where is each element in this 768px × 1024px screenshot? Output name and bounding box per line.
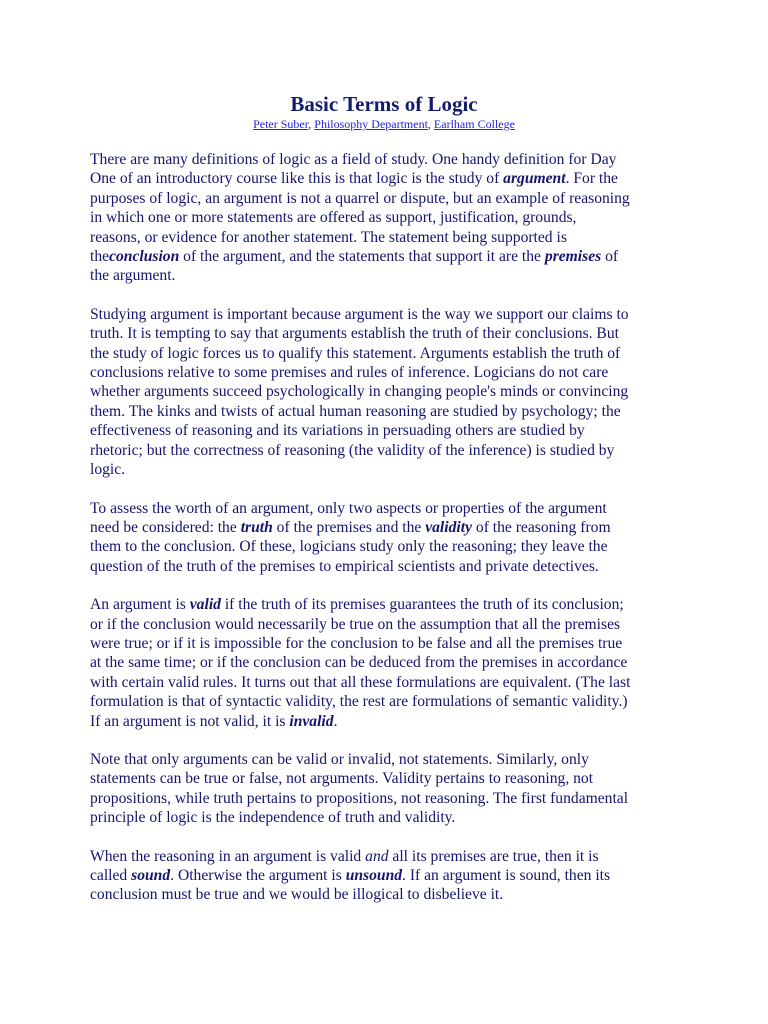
byline-separator: , xyxy=(427,117,434,131)
college-link[interactable]: Earlham College xyxy=(433,117,515,131)
text-line xyxy=(90,750,680,769)
text-line xyxy=(90,363,680,382)
text-line xyxy=(90,169,680,188)
text-run: . For the xyxy=(565,170,618,188)
byline xyxy=(0,117,768,131)
text-run: need be considered: the xyxy=(90,518,241,536)
text-run: them. The kinks and twists of actual human reasoning are studied by psychology; the xyxy=(90,402,621,420)
text-line xyxy=(90,692,680,711)
text-run: purposes of logic, an argument is not a quarrel or dispute, but an example of reasoning xyxy=(90,189,630,207)
text-run: at the same time; or if the conclusion can be deduced from the premises in accordance xyxy=(90,654,628,672)
text-run: the study of logic forces us to qualify this statement. Arguments establish the truth of xyxy=(90,344,621,362)
text-line xyxy=(90,441,680,460)
text-run: Note that only arguments can be valid or invalid, not statements. Similarly, only xyxy=(90,750,589,768)
text-line xyxy=(90,499,680,518)
text-line xyxy=(90,228,680,247)
key-term: sound xyxy=(131,867,171,884)
text-line xyxy=(90,557,680,576)
text-run: . Otherwise the argument is xyxy=(170,867,346,884)
text-line xyxy=(90,789,680,808)
text-run: the xyxy=(90,248,110,266)
text-line xyxy=(90,189,680,208)
text-run: rhetoric; but the correctness of reasoning (the validity of the inference) is studied by xyxy=(90,441,615,459)
text-run: of the argument, and the statements that support it are the xyxy=(179,248,545,266)
text-run: effectiveness of reasoning and its variations in persuading others are studied by xyxy=(90,422,585,440)
text-run: of the premises and the xyxy=(272,518,426,536)
text-run: principle of logic is the independence of truth and validity. xyxy=(90,809,456,827)
text-line xyxy=(90,712,680,731)
text-run: in which one or more statements are offered as support, justification, grounds, xyxy=(90,209,577,227)
key-term: valid xyxy=(189,596,221,614)
key-term: validity xyxy=(425,518,472,536)
text-run: were true; or if it is impossible for the conclusion to be false and all the premises true xyxy=(90,634,623,652)
paragraph xyxy=(90,305,680,480)
text-line xyxy=(90,634,680,653)
text-line xyxy=(90,653,680,672)
paragraph xyxy=(90,595,680,731)
text-run: conclusion must be true and we would be illogical to disbelieve it. xyxy=(90,886,504,904)
text-run: If an argument is not valid, it is xyxy=(90,712,290,730)
text-run: When the reasoning in an argument is valid xyxy=(90,847,366,865)
text-line xyxy=(90,673,680,692)
text-line xyxy=(90,305,680,324)
text-line xyxy=(90,247,680,266)
text-run: whether arguments succeed psychologically in changing people's minds or convincing xyxy=(90,383,629,401)
text-line xyxy=(90,460,680,479)
text-run: with certain valid rules. It turns out that all these formulations are equivalent. (The last xyxy=(90,673,631,691)
text-line xyxy=(90,595,680,614)
text-run: logic. xyxy=(90,461,126,479)
paragraph xyxy=(90,750,680,828)
text-run: . xyxy=(333,712,338,730)
author-link[interactable]: Peter Suber xyxy=(253,117,309,131)
text-run: conclusions relative to some premises and rules of inference. Logicians do not care xyxy=(90,364,609,382)
paragraph xyxy=(90,847,680,905)
text-run: Studying argument is important because argument is the way we support our claims to xyxy=(90,305,629,323)
text-line xyxy=(90,150,680,169)
text-run: . If an argument is sound, then its xyxy=(402,867,611,884)
key-term: conclusion xyxy=(109,248,180,266)
text-run: all its premises are true, then it is xyxy=(388,847,599,865)
text-line xyxy=(90,382,680,401)
text-line xyxy=(90,266,680,285)
text-line xyxy=(90,344,680,363)
text-line xyxy=(90,866,680,885)
text-line xyxy=(90,615,680,634)
text-run: propositions, while truth pertains to propositions, not reasoning. The first fundamental xyxy=(90,789,629,807)
text-run: statements can be true or false, not arguments. Validity pertains to reasoning, not xyxy=(90,770,594,788)
text-run: There are many definitions of logic as a field of study. One handy definition for Day xyxy=(90,151,617,168)
byline-separator: , xyxy=(308,117,315,131)
text-run: called xyxy=(90,867,132,884)
article-body xyxy=(90,150,680,924)
text-line xyxy=(90,769,680,788)
key-term: invalid xyxy=(289,712,334,730)
text-line xyxy=(90,421,680,440)
text-line xyxy=(90,537,680,556)
text-line xyxy=(90,847,680,866)
text-run: if the truth of its premises guarantees the truth of its conclusion; xyxy=(220,596,624,614)
text-run: reasons, or evidence for another statement. The statement being supported is xyxy=(90,228,567,246)
text-line xyxy=(90,208,680,227)
text-run: question of the truth of the premises to empirical scientists and private detectives. xyxy=(90,557,599,575)
paragraph xyxy=(90,150,680,286)
text-run: One of an introductory course like this is that logic is the study of xyxy=(90,170,504,188)
paragraph xyxy=(90,499,680,577)
key-term: unsound xyxy=(345,867,403,884)
emphasis: and xyxy=(365,847,389,865)
department-link[interactable]: Philosophy Department xyxy=(314,117,428,131)
key-term: premises xyxy=(544,248,602,266)
text-run: An argument is xyxy=(90,596,190,614)
text-line xyxy=(90,885,680,904)
text-run: formulation is that of syntactic validity, the rest are formulations of semantic validity.) xyxy=(90,693,628,711)
text-run: of xyxy=(601,248,619,266)
text-run: or if the conclusion would necessarily be true on the assumption that all the premises xyxy=(90,615,621,633)
page-title: Basic Terms of Logic xyxy=(290,92,478,116)
text-run: them to the conclusion. Of these, logicians study only the reasoning; they leave the xyxy=(90,538,608,556)
text-run: truth. It is tempting to say that arguments establish the truth of their conclusions. But xyxy=(90,325,619,343)
text-line xyxy=(90,808,680,827)
text-line xyxy=(90,324,680,343)
text-run: of the reasoning from xyxy=(472,518,611,536)
text-run: the argument. xyxy=(90,267,176,285)
text-run: To assess the worth of an argument, only two aspects or properties of the argument xyxy=(90,499,607,517)
text-line xyxy=(90,402,680,421)
text-line xyxy=(90,518,680,537)
key-term: argument xyxy=(503,170,566,188)
key-term: truth xyxy=(240,518,273,536)
